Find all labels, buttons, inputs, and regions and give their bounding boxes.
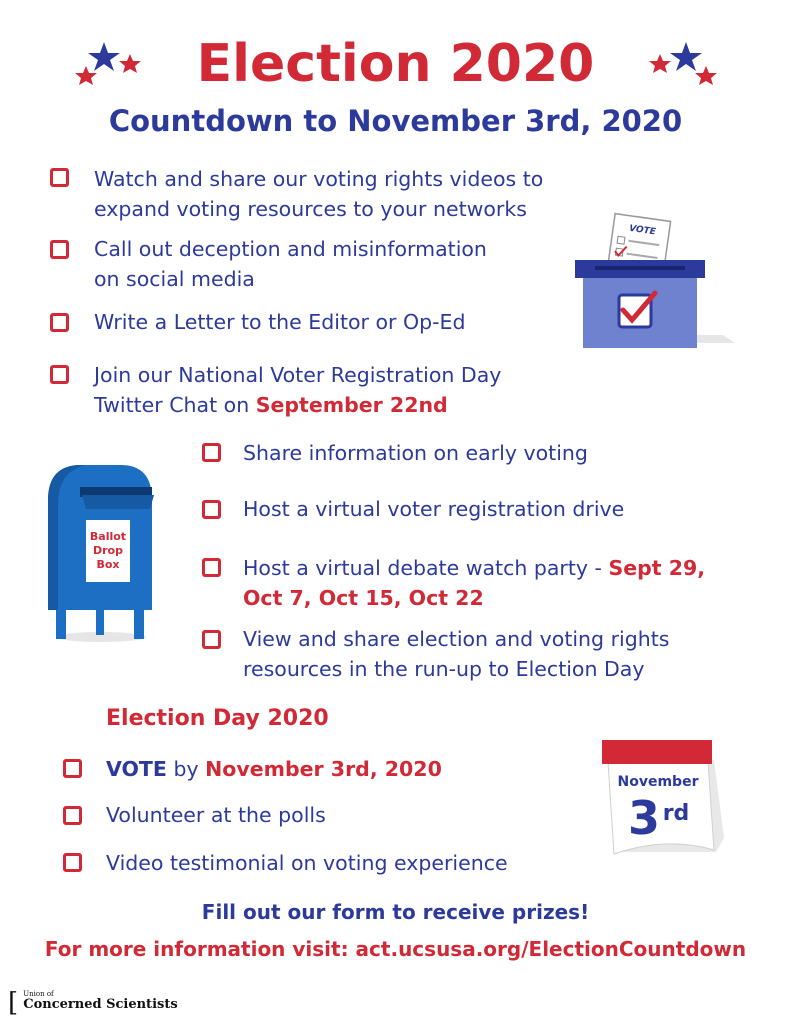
page-subtitle: Countdown to November 3rd, 2020 [108,104,683,138]
election-day-item-volunteer: Volunteer at the polls [106,803,326,827]
election-day-item-vote: VOTE by November 3rd, 2020 [106,757,442,781]
checkbox[interactable] [63,759,82,778]
checkbox[interactable] [50,240,69,259]
calendar-month: November [617,774,699,790]
checkbox[interactable] [63,806,82,825]
checklist-item-videos: Watch and share our voting rights videos to expand voting resources to your networks [94,167,544,221]
calendar-day-suffix: rd [662,801,690,826]
election-day-title: Election Day 2020 [106,706,329,731]
checkbox[interactable] [63,853,82,872]
checklist-item-early-voting: Share information on early voting [243,441,588,465]
calendar-illustration [596,740,726,870]
checkbox[interactable] [202,443,221,462]
ucs-logo: [ Union of Concerned Scientists [8,988,178,1018]
mailbox-label-line2: Drop [93,544,123,557]
checkbox[interactable] [202,630,221,649]
checklist-item-registration-drive: Host a virtual voter registration drive [243,497,625,521]
ballot-paper-label: VOTE [628,223,657,238]
checkbox[interactable] [50,168,69,187]
checklist-item-debate-party: Host a virtual debate watch party - Sept 29, Oct 7, Oct 15, Oct 22 [243,556,706,610]
prizes-text: Fill out our form to receive prizes! [201,900,590,924]
checkbox[interactable] [202,558,221,577]
checkbox[interactable] [50,365,69,384]
checklist-item-misinformation: Call out deception and misinformation on social media [94,237,487,291]
checklist-item-resources: View and share election and voting rights resources in the run-up to Election Day [243,627,670,681]
checklist-item-letter: Write a Letter to the Editor or Op-Ed [94,310,466,334]
election-day-item-testimonial: Video testimonial on voting experience [106,851,508,875]
mailbox-illustration [46,465,156,645]
ballot-box-illustration [575,215,745,355]
info-link[interactable]: For more information visit: act.ucsusa.org/ElectionCountdown [44,937,747,961]
checklist-item-twitter-chat: Join our National Voter Registration Day Twitter Chat on September 22nd [94,363,502,417]
calendar-day: 3 [627,791,661,845]
mailbox-label-line1: Ballot [89,530,127,543]
page-title: Election 2020 [196,34,595,94]
checkbox[interactable] [50,313,69,332]
checkbox[interactable] [202,500,221,519]
mailbox-label-line3: Box [96,558,120,571]
